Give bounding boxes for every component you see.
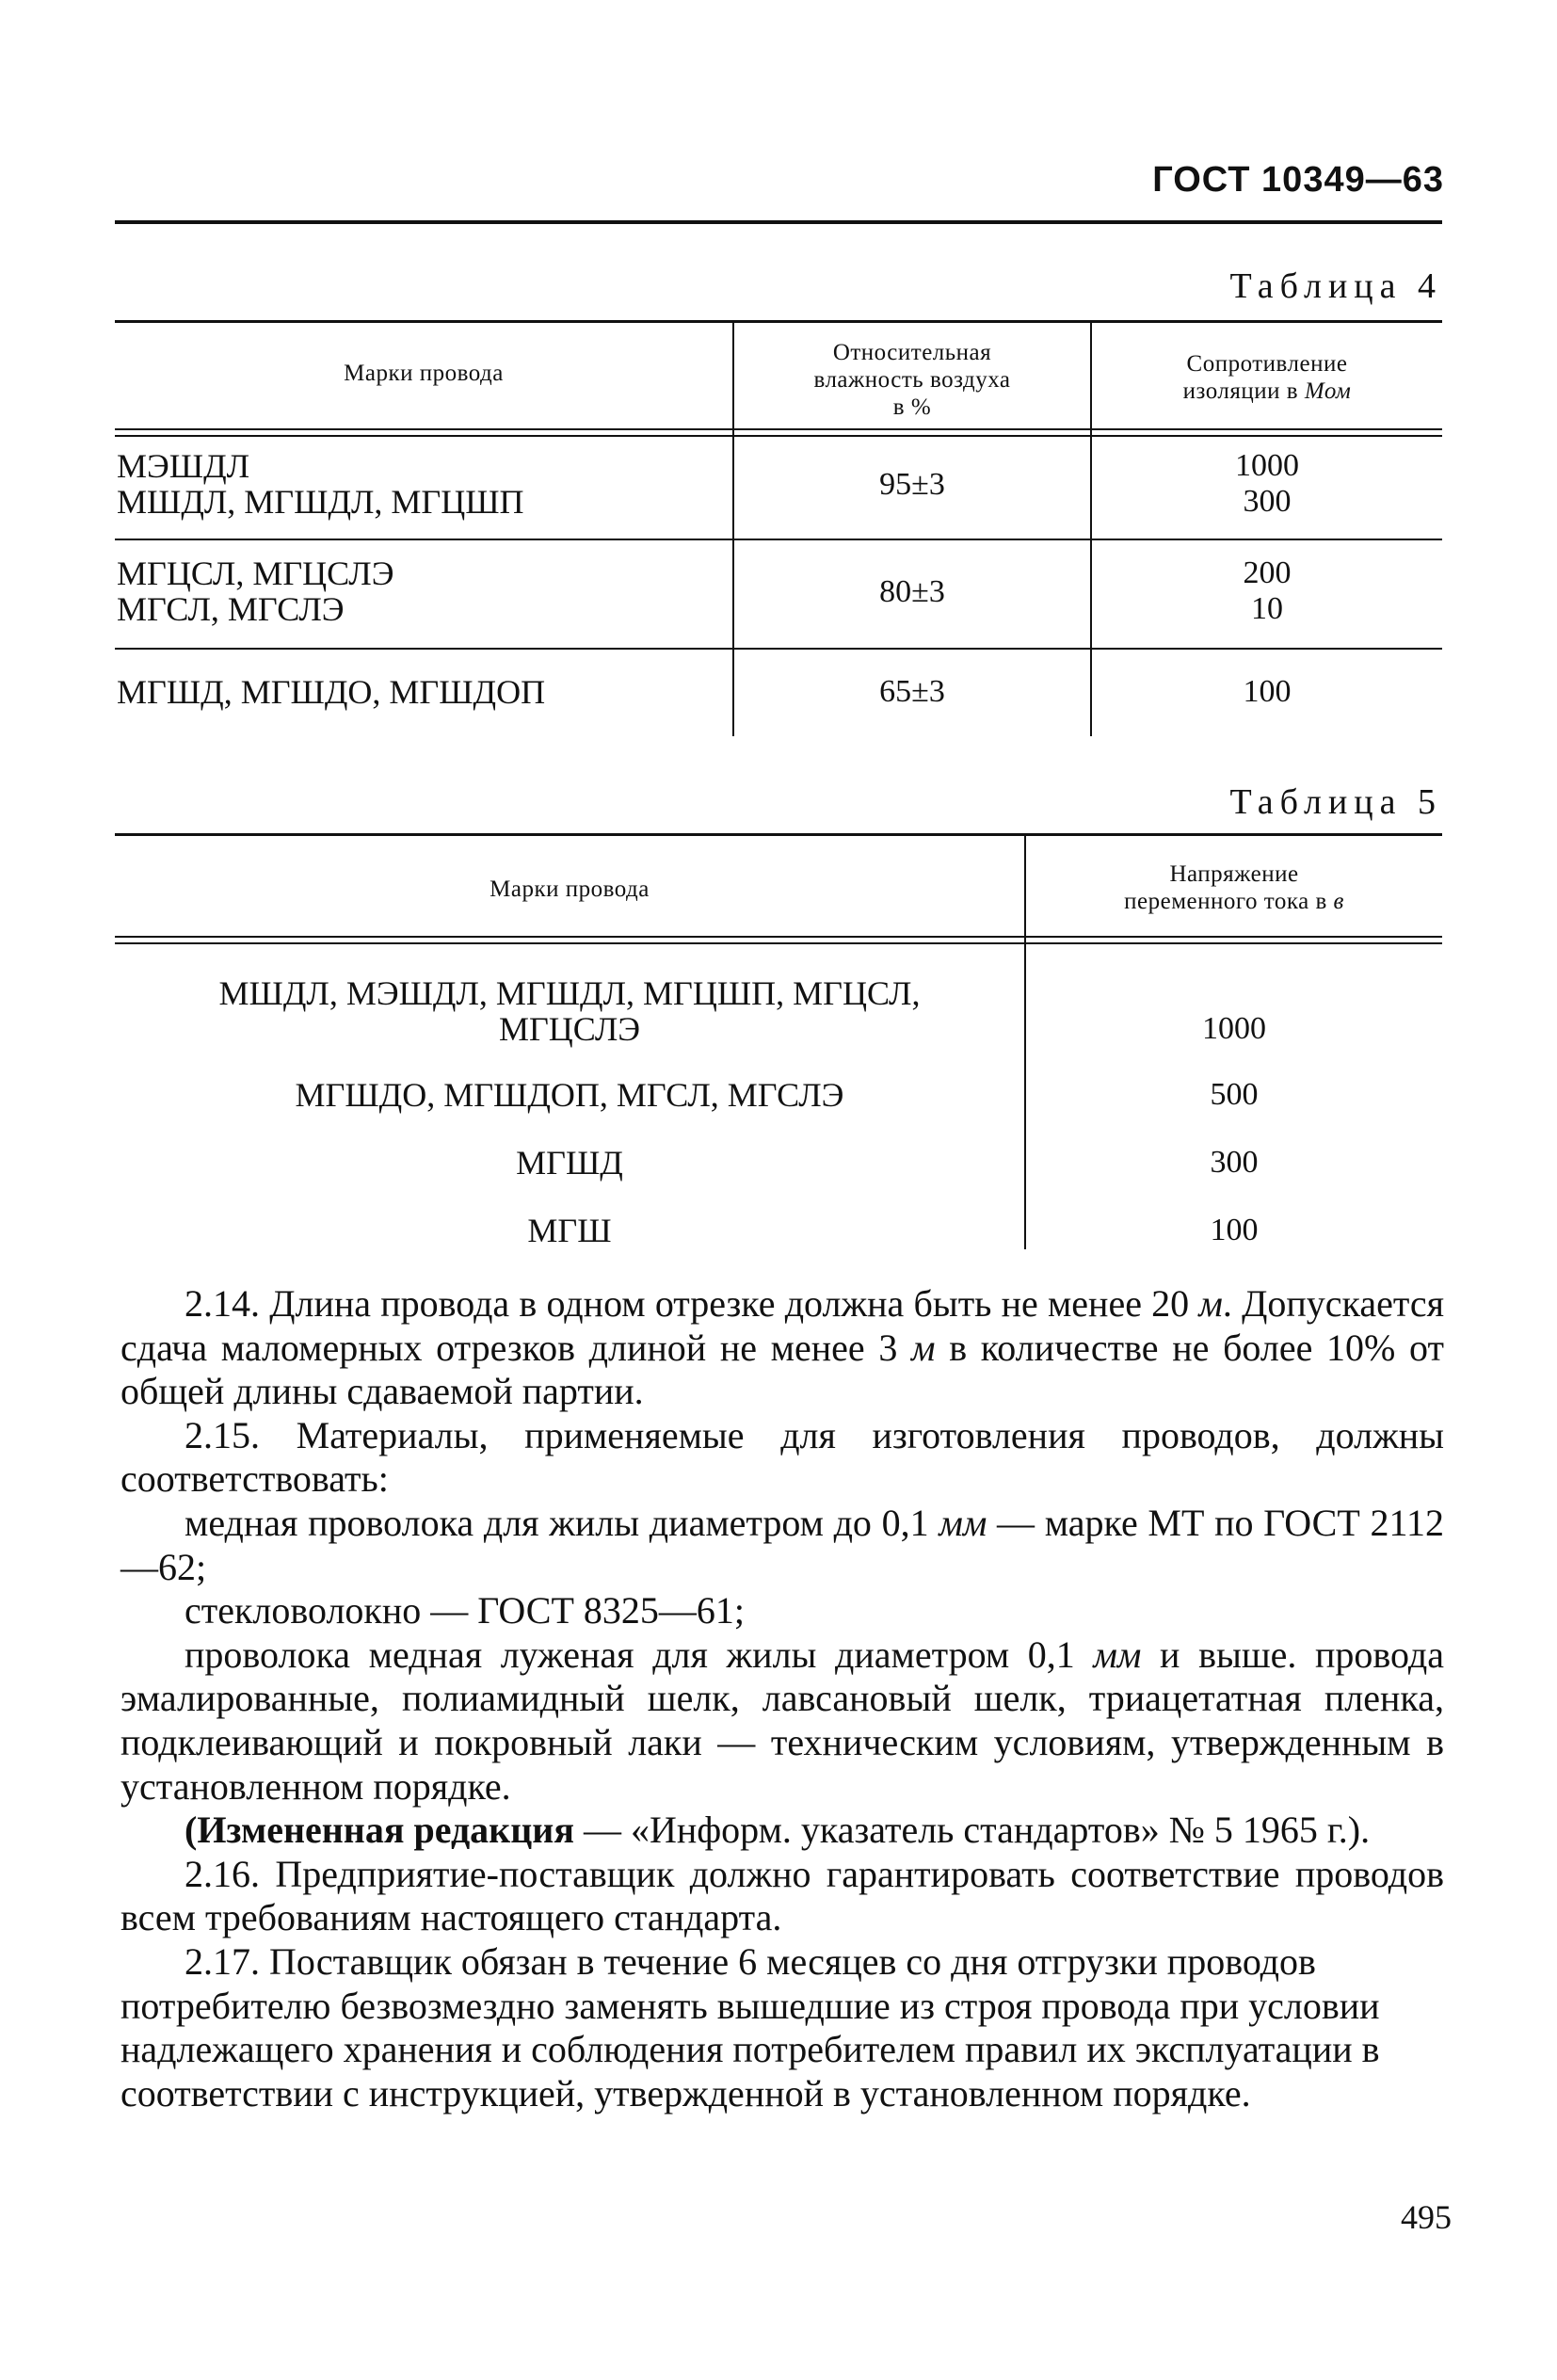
table5-row1-voltage: 1000 — [1202, 1011, 1266, 1046]
table4-header-humidity: Относительная влажность воздуха в % — [813, 340, 1011, 420]
paragraph-2-16: 2.16. Предприятие-поставщик должно гарантировать соответствие проводов всем требованиям настоящего стандарта. — [120, 1852, 1444, 1939]
table4-row1-brands: МЭШДЛ МШДЛ, МГШДЛ, МГЦШП — [117, 447, 524, 521]
paragraph-2-14: 2.14. Длина провода в одном отрезке должна быть не менее 20 м. Допускается сдача маломерных отрезков длиной не менее 3 м в количестве не более 10% от общей длины сдаваемой партии. — [120, 1282, 1445, 1413]
unit-volt: в — [1333, 889, 1344, 914]
table4-header-rule — [115, 428, 1442, 430]
table4-row2-brands: МГЦСЛ, МГЦСЛЭ МГСЛ, МГСЛЭ — [117, 555, 394, 628]
table4-header-resistance: Сопротивление изоляции в Мом — [1182, 351, 1352, 404]
table5-header-voltage: Напряжение переменного тока в в — [1124, 861, 1344, 914]
paragraph-2-15-tinned: проволока медная луженая для жилы диаметром 0,1 мм и выше. провода эмалированные, полиамидный шелк, лавсановый шелк, триацетатная пленка, подклеивающий и покровный лаки — техническим условиям, утвержденным в установленном порядке. — [120, 1632, 1444, 1808]
table5-row4-voltage: 100 — [1210, 1213, 1259, 1247]
table5-header-rule — [115, 936, 1442, 938]
table5-header-rule-double — [115, 942, 1442, 944]
table4-row1-resistance: 1000 300 — [1235, 448, 1299, 519]
table4-row1-humidity: 95±3 — [879, 467, 945, 502]
table5-caption: Таблица 5 — [1229, 782, 1442, 822]
table4-top-rule — [115, 320, 1442, 323]
table4-row3-resistance: 100 — [1243, 674, 1292, 709]
table4-row-rule — [115, 539, 1442, 540]
table5-row3-brands: МГШД — [516, 1144, 623, 1182]
table4-row3-humidity: 65±3 — [879, 674, 945, 709]
paragraph-2-17: 2.17. Поставщик обязан в течение 6 месяцев со дня отгрузки проводов потребителю безвозмездно заменять вышедшие из строя провода при условии надлежащего хранения и соблюдения потребителем правил их эксплуатации в соответствии с инструкцией, утвержденной в установленном порядке. — [120, 1939, 1380, 2115]
table4-row2-resistance: 200 10 — [1243, 555, 1292, 626]
table4-header-brand: Марки провода — [344, 361, 504, 386]
document-code: ГОСТ 10349—63 — [1152, 160, 1444, 200]
unit-mohm: Мом — [1304, 378, 1352, 404]
table5-row1-brands: МШДЛ, МЭШДЛ, МГШДЛ, МГЦШП, МГЦСЛ, МГЦСЛЭ — [218, 974, 921, 1048]
header-rule — [115, 220, 1442, 224]
table5-top-rule — [115, 833, 1442, 836]
body-text — [120, 1282, 1444, 2115]
table5-header-brand: Марки провода — [490, 876, 650, 902]
table5-row4-brands: МГШ — [527, 1212, 612, 1249]
table4-header-rule-double — [115, 435, 1442, 437]
paragraph-2-15: 2.15. Материалы, применяемые для изготовления проводов, должны соответствовать: — [120, 1413, 1444, 1501]
table5-row2-voltage: 500 — [1210, 1077, 1259, 1112]
table4-row-rule — [115, 648, 1442, 650]
paragraph-2-15-glass: стекловолокно — ГОСТ 8325—61; — [185, 1589, 745, 1632]
page-number: 495 — [1401, 2198, 1452, 2236]
table4-row3-brands: МГШД, МГШДО, МГШДОП — [117, 673, 546, 711]
paragraph-2-15-copper: медная проволока для жилы диаметром до 0,1 мм — марке МТ по ГОСТ 2112—62; — [120, 1501, 1444, 1588]
table4-row2-humidity: 80±3 — [879, 574, 945, 609]
table4-caption: Таблица 4 — [1229, 266, 1442, 306]
amendment-note: (Измененная редакция — «Информ. указатель стандартов» № 5 1965 г.). — [185, 1809, 1371, 1852]
table5-row3-voltage: 300 — [1210, 1145, 1259, 1180]
table5-row2-brands: МГШДО, МГШДОП, МГСЛ, МГСЛЭ — [295, 1076, 844, 1114]
